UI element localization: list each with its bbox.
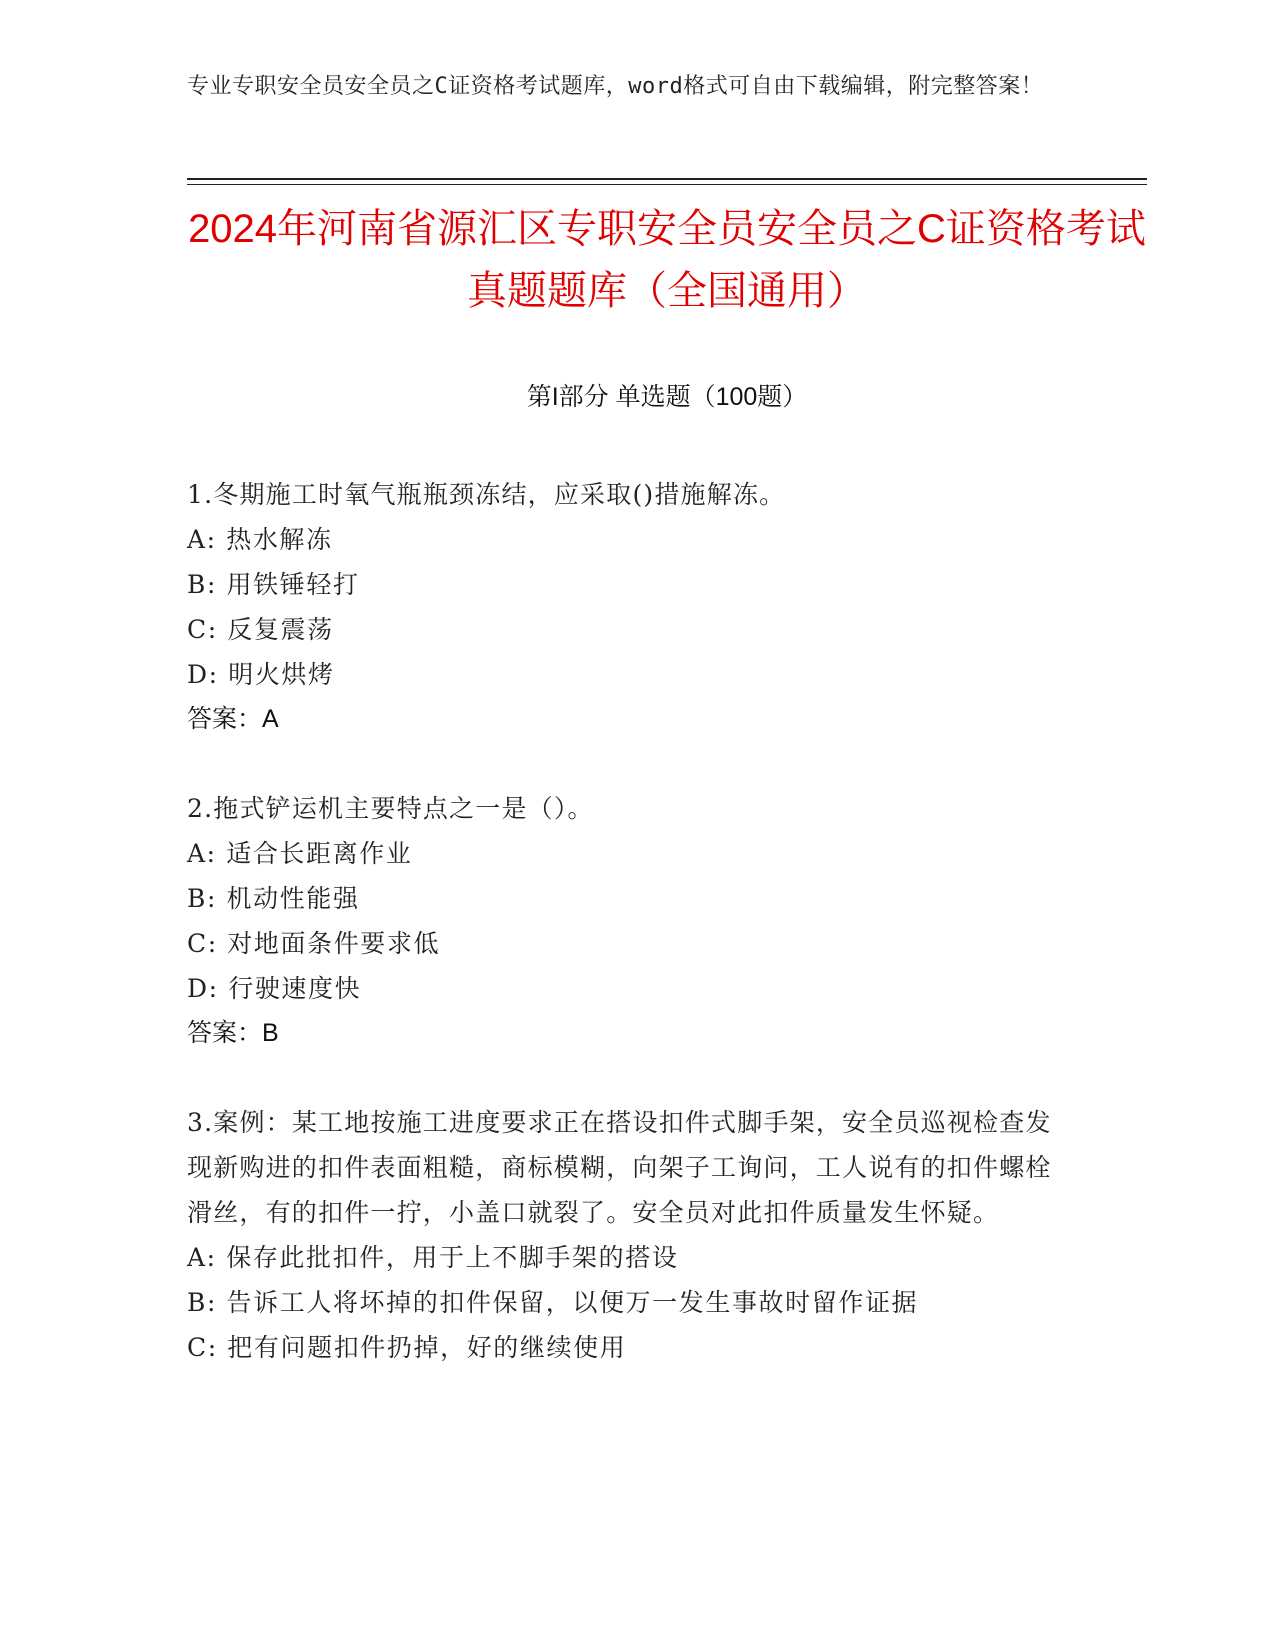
- question-stem: 1.冬期施工时氧气瓶瓶颈冻结，应采取()措施解冻。: [187, 480, 786, 509]
- header-rule-thick: [187, 178, 1147, 180]
- option-c: C: 反复震荡: [187, 615, 334, 644]
- answer: 答案：A: [187, 705, 279, 733]
- question-stem: 3.案例：某工地按施工进度要求正在搭设扣件式脚手架，安全员巡视检查发现新购进的扣件表面粗糙，商标模糊，向架子工询问，工人说有的扣件螺栓滑丝，有的扣件一拧，小盖口就裂了。安全员对此扣件质量发生怀疑。: [187, 1108, 1052, 1227]
- option-c: C: 把有问题扣件扔掉，好的继续使用: [187, 1333, 627, 1362]
- section-title: 第I部分 单选题（100题）: [526, 383, 808, 411]
- option-b: B: 告诉工人将坏掉的扣件保留，以便万一发生事故时留作证据: [187, 1288, 919, 1317]
- question-3: [187, 1100, 1067, 1370]
- option-d: D: 行驶速度快: [187, 974, 362, 1003]
- document-title: 2024年河南省源汇区专职安全员安全员之C证资格考试真题题库（全国通用）: [188, 207, 1146, 313]
- option-a: A: 适合长距离作业: [187, 839, 413, 868]
- question-stem: 2.拖式铲运机主要特点之一是（）。: [187, 794, 594, 823]
- option-c: C: 对地面条件要求低: [187, 929, 441, 958]
- answer: 答案：B: [187, 1019, 279, 1047]
- header-rule-thin: [187, 184, 1147, 185]
- header-note: 专业专职安全员安全员之C证资格考试题库，word格式可自由下载编辑，附完整答案！: [187, 74, 1044, 99]
- option-a: A: 热水解冻: [187, 525, 333, 554]
- option-b: B: 机动性能强: [187, 884, 360, 913]
- option-b: B: 用铁锤轻打: [187, 570, 360, 599]
- question-2: [187, 786, 1067, 1056]
- option-a: A: 保存此批扣件，用于上不脚手架的搭设: [187, 1243, 679, 1272]
- question-1: [187, 472, 1067, 742]
- option-d: D: 明火烘烤: [187, 660, 335, 689]
- question-list: [187, 472, 1067, 1414]
